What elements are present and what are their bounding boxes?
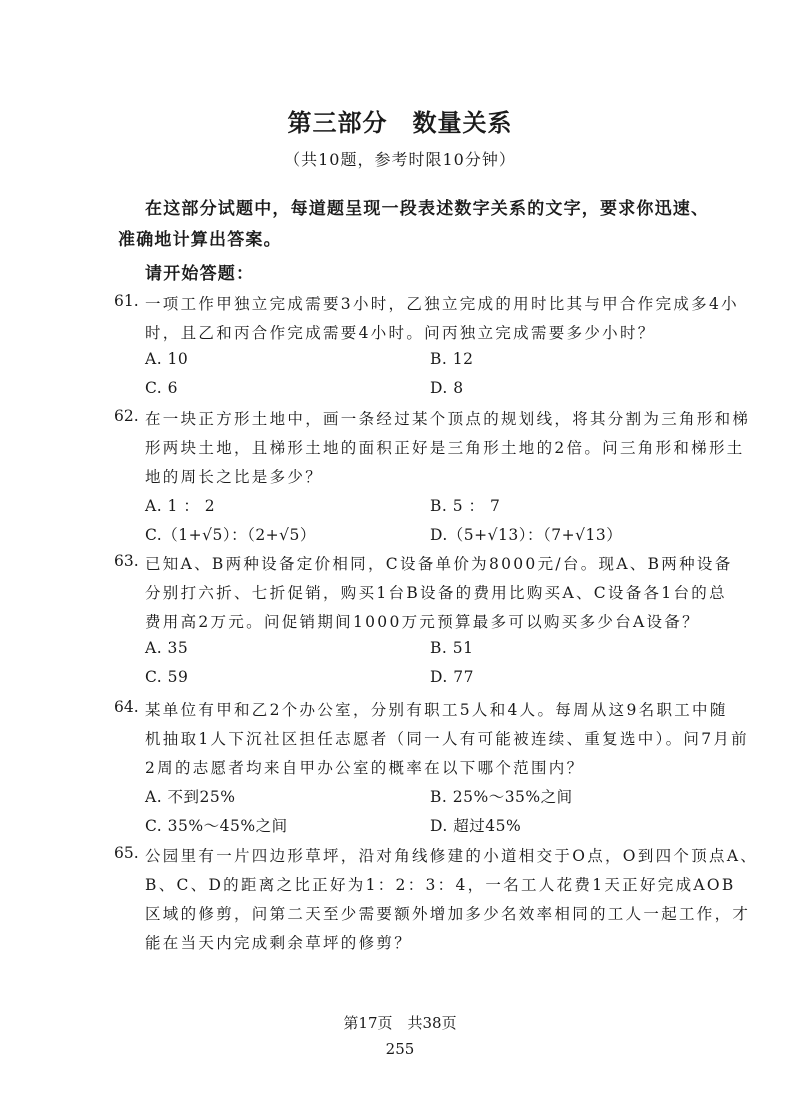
- start-label: 请开始答题：: [145, 264, 255, 284]
- page-indicator: 第17页 共38页: [343, 1014, 457, 1032]
- answer-option: D.（5+√13）：（7+√13）: [430, 526, 623, 544]
- answer-option: D. 超过45%: [430, 817, 522, 835]
- answer-option: B. 51: [430, 639, 474, 657]
- question-text-line: 在一块正方形土地中，画一条经过某个顶点的规划线，将其分割为三角形和梯: [145, 410, 751, 428]
- question-text-line: 形两块土地，且梯形土地的面积正好是三角形土地的2倍。问三角形和梯形土: [145, 439, 745, 457]
- question-number: 63.: [114, 552, 139, 570]
- question-text-line: 区域的修剪，问第二天至少需要额外增加多少名效率相同的工人一起工作，才: [145, 905, 751, 923]
- question-number: 64.: [114, 698, 139, 716]
- question-number: 61.: [114, 292, 139, 310]
- answer-option: C.（1+√5）：（2+√5）: [145, 526, 316, 544]
- answer-option: A. 35: [145, 639, 189, 657]
- answer-option: B. 12: [430, 350, 474, 368]
- answer-option: B. 25%～35%之间: [430, 788, 573, 806]
- question-text-line: 费用高2万元。问促销期间1000万元预算最多可以购买多少台A设备？: [145, 613, 700, 631]
- question-number: 62.: [114, 407, 139, 425]
- question-text-line: 2周的志愿者均来自甲办公室的概率在以下哪个范围内？: [145, 759, 585, 777]
- answer-option: B. 5 ： 7: [430, 497, 501, 515]
- question-text-line: 公园里有一片四边形草坪，沿对角线修建的小道相交于O点，O到四个顶点A、: [145, 847, 759, 865]
- question-text-line: 某单位有甲和乙2个办公室，分别有职工5人和4人。每周从这9名职工中随: [145, 701, 728, 719]
- question-text-line: 机抽取1人下沉社区担任志愿者（同一人有可能被连续、重复选中）。问7月前: [145, 730, 749, 748]
- question-text-line: 地的周长之比是多少？: [145, 468, 324, 486]
- question-text-line: 能在当天内完成剩余草坪的修剪？: [145, 934, 413, 952]
- question-text-line: B、C、D的距离之比正好为1：2：3：4，一名工人花费1天正好完成AOB: [145, 876, 736, 894]
- answer-option: C. 6: [145, 379, 179, 397]
- answer-option: C. 35%～45%之间: [145, 817, 288, 835]
- answer-option: A. 10: [145, 350, 189, 368]
- answer-option: C. 59: [145, 668, 189, 686]
- question-text-line: 一项工作甲独立完成需要3小时，乙独立完成的用时比其与甲合作完成多4小: [145, 295, 739, 313]
- question-text-line: 已知A、B两种设备定价相同，C设备单价为8000元/台。现A、B两种设备: [145, 555, 733, 573]
- answer-option: A. 1 ： 2: [145, 497, 216, 515]
- answer-option: D. 77: [430, 668, 474, 686]
- question-text-line: 时，且乙和丙合作完成需要4小时。问丙独立完成需要多少小时？: [145, 324, 656, 342]
- answer-option: D. 8: [430, 379, 464, 397]
- question-text-line: 分别打六折、七折促销，购买1台B设备的费用比购买A、C设备各1台的总: [145, 584, 727, 602]
- question-number: 65.: [114, 844, 139, 862]
- intro-line-2: 准确地计算出答案。: [118, 230, 282, 250]
- section-subtitle: （共10题，参考时限10分钟）: [284, 150, 516, 169]
- section-title: 第三部分 数量关系: [287, 109, 513, 137]
- answer-option: A. 不到25%: [145, 788, 236, 806]
- intro-line-1: 在这部分试题中，每道题呈现一段表述数字关系的文字，要求你迅速、: [145, 199, 710, 219]
- page-number: 255: [385, 1040, 415, 1058]
